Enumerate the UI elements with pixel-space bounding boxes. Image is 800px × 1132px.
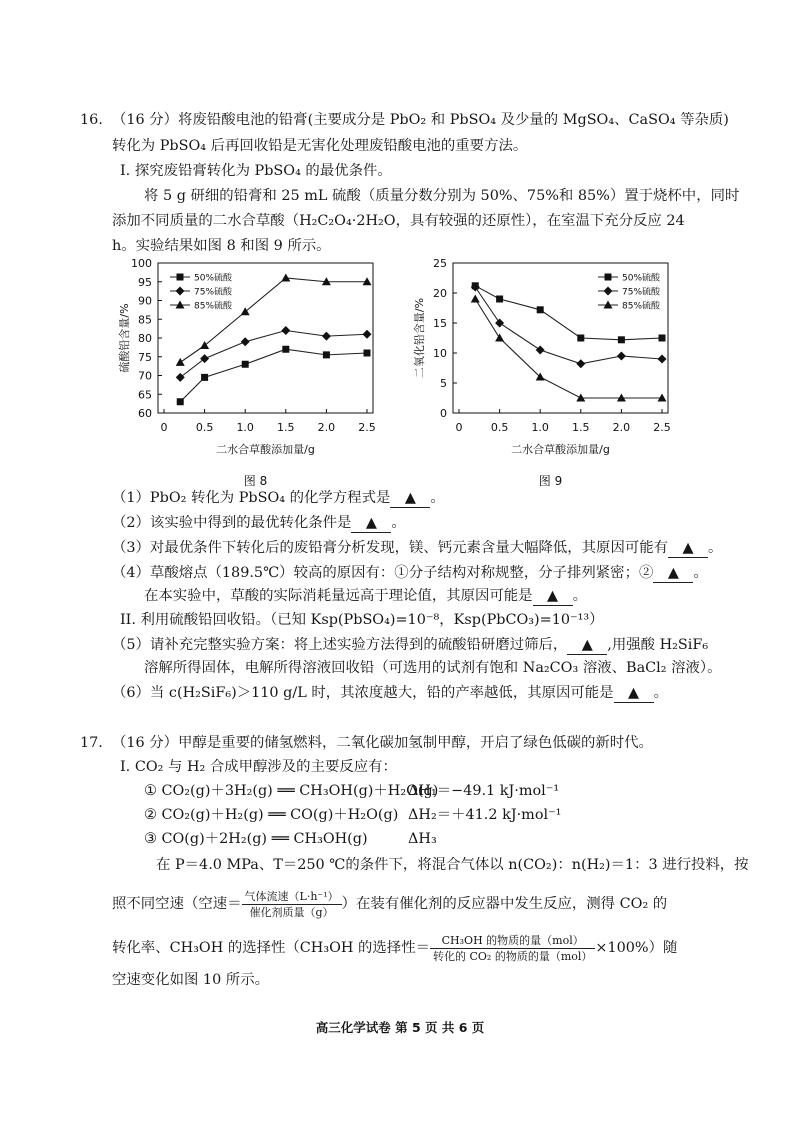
space-velocity-numerator: 气体流速（L·h⁻¹） <box>242 889 342 905</box>
y-axis-label: 硫酸铅含量/% <box>118 303 131 373</box>
data-point <box>536 346 545 355</box>
reaction-3-enthalpy: ΔH₃ <box>408 831 437 847</box>
q16-paragraph-1: 将 5 g 研细的铅膏和 25 mL 硫酸（质量分数分别为 50%、75%和 85%）置于烧杯中，同时 <box>144 188 740 204</box>
answer-blank-4a[interactable]: ▲ <box>653 564 693 583</box>
data-point <box>617 352 626 361</box>
y-tick-label: 60 <box>138 407 152 420</box>
answer-blank-1[interactable]: ▲ <box>390 489 430 508</box>
data-point <box>241 337 250 346</box>
x-axis-label: 二水合草酸添加量/g <box>216 443 315 456</box>
data-point <box>471 295 480 303</box>
legend-label: 85%硫酸 <box>194 301 233 312</box>
data-point <box>281 274 290 282</box>
x-tick-label: 0 <box>160 421 168 434</box>
data-point <box>322 332 331 341</box>
legend-marker <box>604 287 613 296</box>
x-tick-label: 1.5 <box>277 421 295 434</box>
q16-number: 16. <box>80 112 103 128</box>
data-point <box>577 335 584 342</box>
selectivity-text: 转化率、CH₃OH 的选择性（CH₃OH 的选择性＝ <box>112 940 430 956</box>
data-point <box>364 350 371 357</box>
y-tick-label: 20 <box>433 287 447 300</box>
y-tick-label: 100 <box>131 257 152 270</box>
x-tick-label: 1.0 <box>531 421 549 434</box>
q16-part-i-title: I. 探究废铅膏转化为 PbSO₄ 的最优条件。 <box>120 163 392 179</box>
figure-8-chart <box>110 255 380 488</box>
q16-sub-4b-end: 。 <box>572 588 587 604</box>
data-point <box>658 355 667 364</box>
data-point <box>177 398 184 405</box>
data-point <box>495 319 504 328</box>
legend-label: 75%硫酸 <box>622 287 661 298</box>
answer-blank-5[interactable]: ▲ <box>567 636 607 655</box>
data-point <box>495 334 504 342</box>
q16-sub-5 <box>112 635 708 655</box>
q16-sub-5-end: ,用强酸 H₂SiF₆ <box>607 637 709 653</box>
x-tick-label: 0 <box>455 421 463 434</box>
y-tick-label: 15 <box>433 317 447 330</box>
q16-paragraph-3: h。实验结果如图 8 和图 9 所示。 <box>112 238 331 254</box>
y-tick-label: 0 <box>440 407 447 420</box>
q16-sub-5-text: （5）请补充完整实验方案：将上述实验方法得到的硫酸铅研磨过筛后， <box>112 637 568 653</box>
figure-caption: 图 9 <box>538 474 563 488</box>
y-tick-label: 65 <box>138 388 152 402</box>
reaction-2-enthalpy: ΔH₂＝＋41.2 kJ·mol⁻¹ <box>408 807 562 823</box>
q16-sub-3 <box>112 538 722 558</box>
data-point <box>282 346 289 353</box>
legend-label: 50%硫酸 <box>194 273 233 284</box>
series-line-85%硫酸 <box>475 299 662 398</box>
legend-label: 75%硫酸 <box>194 287 233 298</box>
data-point <box>176 373 185 382</box>
answer-blank-6[interactable]: ▲ <box>614 684 654 703</box>
x-tick-label: 0.5 <box>195 421 214 434</box>
q16-sub-1 <box>112 488 445 508</box>
legend-marker <box>176 287 185 296</box>
q16-sub-3-end: 。 <box>708 540 723 556</box>
q16-sub-4b-text: 在本实验中，草酸的实际消耗量远高于理论值，其原因可能是 <box>144 588 533 604</box>
legend-marker <box>177 274 184 281</box>
space-velocity-fraction <box>242 889 342 920</box>
y-tick-label: 10 <box>433 347 447 360</box>
data-point <box>537 306 544 313</box>
q16-sub-4-end: 。 <box>693 565 708 581</box>
q17-number: 17. <box>80 735 103 751</box>
space-velocity-line <box>112 888 667 920</box>
x-tick-label: 2.0 <box>317 421 336 434</box>
legend-marker <box>605 274 612 281</box>
q16-part-ii-title: II. 利用硫酸铅回收铅。（已知 Ksp(PbSO₄)=10⁻⁸，Ksp(PbCO₃)=10⁻¹³） <box>120 612 604 628</box>
y-tick-label: 75 <box>138 350 152 364</box>
q17-part-i-title: I. CO₂ 与 H₂ 合成甲醇涉及的主要反应有： <box>120 759 397 775</box>
page-footer: 高三化学试卷 第 5 页 共 6 页 <box>315 1020 485 1035</box>
q17-conditions: 在 P＝4.0 MPa、T＝250 ℃的条件下，将混合气体以 n(CO₂)：n(H₂)＝1：3 进行投料，按 <box>156 857 749 873</box>
figure-9-chart <box>405 255 675 488</box>
data-point <box>176 358 185 366</box>
selectivity-denominator: 转化的 CO₂ 的物质的量（mol） <box>432 949 593 963</box>
y-tick-label: 80 <box>138 332 152 345</box>
data-point <box>363 330 372 339</box>
answer-blank-4b[interactable]: ▲ <box>533 587 573 606</box>
series-line-75%硫酸 <box>475 287 662 364</box>
space-velocity-end: ）在装有催化剂的反应器中发生反应，测得 CO₂ 的 <box>341 896 668 912</box>
x-tick-label: 0.5 <box>490 421 509 434</box>
data-point <box>323 351 330 358</box>
q16-line-1: （16 分）将废铅酸电池的铅膏(主要成分是 PbO₂ 和 PbSO₄ 及少量的 MgSO₄、CaSO₄ 等杂质) <box>112 112 729 128</box>
space-velocity-denominator: 催化剂质量（g） <box>249 905 334 919</box>
figure-caption: 图 8 <box>243 474 268 488</box>
x-tick-label: 1.5 <box>572 421 590 434</box>
plot-frame <box>158 263 373 413</box>
plot-frame <box>453 263 668 413</box>
selectivity-end: ×100%）随 <box>595 940 678 956</box>
y-tick-label: 25 <box>433 257 447 270</box>
q16-sub-5b: 溶解所得固体，电解所得溶液回收铅（可选用的试剂有饱和 Na₂CO₃ 溶液、BaCl₂ 溶液）。 <box>144 660 722 676</box>
x-axis-label: 二水合草酸添加量/g <box>511 443 610 456</box>
selectivity-numerator: CH₃OH 的物质的量（mol） <box>430 933 595 949</box>
data-point <box>659 335 666 342</box>
reaction-1-equation: ① CO₂(g)＋3H₂(g) ══ CH₃OH(g)＋H₂O(g) <box>144 783 439 799</box>
space-velocity-text: 照不同空速（空速＝ <box>112 896 242 912</box>
q16-line-2: 转化为 PbSO₄ 后再回收铅是无害化处理废铅酸电池的重要方法。 <box>112 138 528 154</box>
q17-line-1: （16 分）甲醇是重要的储氢燃料，二氧化碳加氢制甲醇，开启了绿色低碳的新时代。 <box>112 735 653 751</box>
q16-sub-1-end: 。 <box>430 490 445 506</box>
q16-sub-2-end: 。 <box>391 515 406 531</box>
data-point <box>281 326 290 335</box>
legend-label: 85%硫酸 <box>622 301 661 312</box>
y-tick-label: 90 <box>138 294 152 308</box>
y-tick-label: 5 <box>440 377 447 390</box>
reaction-1-enthalpy: ΔH₁＝−49.1 kJ·mol⁻¹ <box>408 783 560 799</box>
x-tick-label: 2.5 <box>653 421 671 434</box>
q16-sub-1-text: （1）PbO₂ 转化为 PbSO₄ 的化学方程式是 <box>112 490 391 506</box>
reaction-3-equation: ③ CO(g)＋2H₂(g) ══ CH₃OH(g) <box>144 831 368 847</box>
q16-sub-4b <box>144 586 587 606</box>
q16-sub-6 <box>112 683 668 703</box>
answer-blank-3[interactable]: ▲ <box>668 539 708 558</box>
data-point <box>576 359 585 368</box>
q16-sub-6-text: （6）当 c(H₂SiF₆)＞110 g/L 时，其浓度越大，铅的产率越低，其原因可能是 <box>112 685 614 701</box>
y-tick-label: 95 <box>138 275 152 289</box>
data-point <box>496 296 503 303</box>
q16-sub-4 <box>112 563 708 583</box>
x-tick-label: 1.0 <box>236 421 254 434</box>
q16-sub-4-text: （4）草酸熔点（189.5℃）较高的原因有：①分子结构对称规整，分子排列紧密；② <box>112 565 654 581</box>
q16-sub-3-text: （3）对最优条件下转化后的废铅膏分析发现，镁、钙元素含量大幅降低，其原因可能有 <box>112 540 669 556</box>
selectivity-fraction <box>430 933 595 964</box>
y-tick-label: 85 <box>138 313 152 327</box>
q17-last-line: 空速变化如图 10 所示。 <box>112 972 269 988</box>
data-point <box>618 336 625 343</box>
y-tick-label: 70 <box>138 369 152 383</box>
q16-sub-2 <box>112 513 406 533</box>
q16-sub-2-text: （2）该实验中得到的最优转化条件是 <box>112 515 352 531</box>
data-point <box>200 354 209 363</box>
data-point <box>201 374 208 381</box>
y-axis-label: 二氧化铅含量/% <box>413 297 426 379</box>
q16-paragraph-2: 添加不同质量的二水合草酸（H₂C₂O₄·2H₂O，具有较强的还原性），在室温下充分反应 24 <box>112 213 685 229</box>
reaction-2-equation: ② CO₂(g)＋H₂(g) ══ CO(g)＋H₂O(g) <box>144 807 399 823</box>
x-tick-label: 2.5 <box>358 421 376 434</box>
data-point <box>242 361 249 368</box>
selectivity-line <box>112 932 677 964</box>
x-tick-label: 2.0 <box>612 421 631 434</box>
q16-sub-6-end: 。 <box>653 685 668 701</box>
legend-label: 50%硫酸 <box>622 273 661 284</box>
answer-blank-2[interactable]: ▲ <box>351 514 391 533</box>
